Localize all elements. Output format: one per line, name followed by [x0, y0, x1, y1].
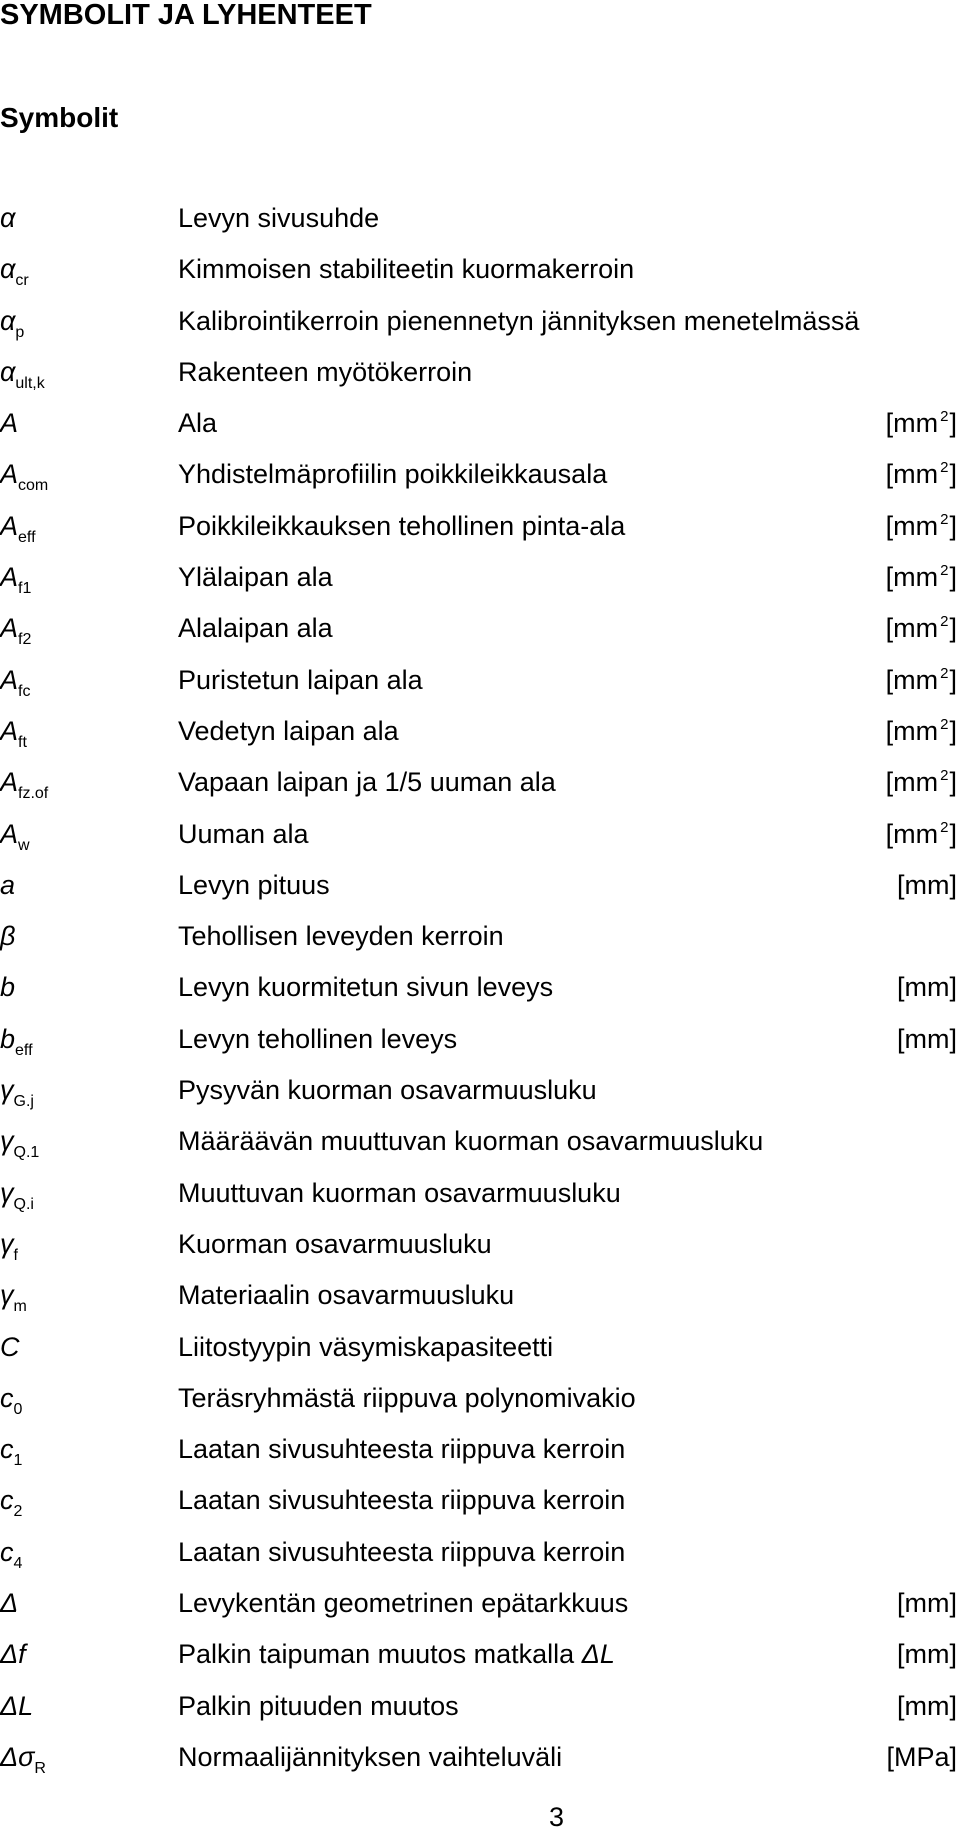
symbol-main: c — [0, 1485, 14, 1516]
symbol — [0, 305, 25, 341]
description-text: Alalaipan ala — [178, 613, 333, 644]
symbol — [0, 1126, 40, 1162]
symbol-unit — [886, 459, 957, 489]
symbol-unit — [897, 1691, 957, 1721]
symbol-main: γ — [0, 1228, 14, 1259]
symbol-subscript: f1 — [18, 580, 32, 598]
symbol-description — [178, 1229, 492, 1259]
symbol-main: ΔL — [0, 1690, 34, 1721]
unit-bracket: ] — [949, 818, 957, 849]
symbol-subscript: f — [13, 1246, 18, 1264]
unit-text: [mm — [885, 818, 939, 849]
unit-text: [mm] — [897, 1023, 957, 1054]
description-text: Levyn tehollinen leveys — [178, 1023, 458, 1054]
unit-text: [mm — [885, 613, 939, 644]
symbol-description — [178, 1280, 514, 1310]
symbol-description — [178, 870, 330, 900]
symbol-subscript: G.j — [13, 1093, 34, 1111]
description-text: Määräävän muuttuvan kuorman osavarmuusluku — [178, 1126, 764, 1157]
symbol-row — [0, 1178, 960, 1229]
symbol-description — [178, 1075, 597, 1105]
description-text: Teräsryhmästä riippuva polynomivakio — [178, 1382, 636, 1413]
unit-bracket: ] — [949, 459, 957, 490]
symbol-row — [0, 306, 960, 357]
unit-text: [mm] — [897, 1690, 957, 1721]
description-text: Kalibrointikerroin pienennetyn jännityksen menetelmässä — [178, 305, 860, 336]
description-text: Palkin taipuman muutos matkalla — [178, 1639, 582, 1670]
symbol — [0, 1434, 23, 1470]
symbol-row — [0, 1742, 960, 1793]
symbol-description — [178, 1024, 457, 1054]
symbol-row — [0, 1126, 960, 1177]
symbol-row — [0, 357, 960, 408]
symbol-unit — [886, 819, 957, 849]
symbol-description — [178, 1332, 553, 1362]
description-text: Palkin pituuden muutos — [178, 1690, 459, 1721]
symbol-row — [0, 665, 960, 716]
description-text: Pysyvän kuorman osavarmuusluku — [178, 1075, 597, 1106]
unit-text: [mm] — [897, 972, 957, 1003]
symbol-description — [178, 1691, 459, 1721]
unit-exponent: 2 — [940, 613, 949, 631]
symbol-main: a — [0, 869, 16, 900]
symbol — [0, 459, 49, 495]
symbol — [0, 818, 30, 854]
symbol-row — [0, 921, 960, 972]
symbol-row — [0, 1024, 960, 1075]
symbol-row — [0, 1229, 960, 1280]
symbol — [0, 510, 36, 546]
symbol — [0, 562, 32, 598]
description-text: Laatan sivusuhteesta riippuva kerroin — [178, 1536, 626, 1567]
symbol — [0, 870, 15, 900]
symbol-row — [0, 870, 960, 921]
symbol-subscript: R — [34, 1759, 46, 1777]
unit-exponent: 2 — [940, 664, 949, 682]
symbol — [0, 356, 45, 392]
symbol — [0, 1741, 46, 1777]
symbol-unit — [886, 767, 957, 797]
symbol-subscript: p — [15, 323, 25, 341]
unit-bracket: ] — [949, 408, 957, 439]
unit-text: [mm] — [897, 1639, 957, 1670]
symbol-row — [0, 767, 960, 818]
symbol-subscript: Q.1 — [13, 1144, 40, 1162]
page-number: 3 — [549, 1802, 565, 1832]
description-text: Muuttuvan kuorman osavarmuusluku — [178, 1177, 621, 1208]
description-text: Poikkileikkauksen tehollinen pinta-ala — [178, 510, 626, 541]
description-text: Liitostyypin väsymiskapasiteetti — [178, 1331, 554, 1362]
symbol — [0, 1536, 23, 1572]
symbol — [0, 1332, 20, 1362]
symbol-description — [178, 613, 333, 643]
symbol-description — [178, 716, 399, 746]
symbol-row — [0, 1383, 960, 1434]
symbol-unit — [897, 1639, 957, 1669]
symbol — [0, 1691, 33, 1721]
symbol-main: γ — [0, 1126, 14, 1157]
symbol — [0, 1228, 18, 1264]
symbol-description — [178, 459, 607, 489]
symbol-description — [178, 562, 333, 592]
symbol-description — [178, 1434, 625, 1464]
description-text: Yhdistelmäprofiilin poikkileikkausala — [178, 459, 608, 490]
symbol — [0, 972, 15, 1002]
symbol-subscript: fc — [18, 682, 31, 700]
unit-exponent: 2 — [940, 562, 949, 580]
symbol-main: A — [0, 459, 19, 490]
symbol-description — [178, 511, 625, 541]
symbol-subscript: w — [18, 836, 30, 854]
symbol — [0, 1023, 33, 1059]
symbol — [0, 408, 18, 438]
unit-text: [mm] — [897, 869, 957, 900]
symbol — [0, 1485, 23, 1521]
symbol-row — [0, 1332, 960, 1383]
symbol-row — [0, 1485, 960, 1536]
description-text: Levykentän geometrinen epätarkkuus — [178, 1588, 629, 1619]
description-text: Ylälaipan ala — [178, 562, 333, 593]
description-text: Normaalijännityksen vaihteluväli — [178, 1741, 563, 1772]
symbol-subscript: 2 — [13, 1503, 23, 1521]
symbol-unit — [897, 1024, 957, 1054]
unit-bracket: ] — [949, 664, 957, 695]
symbol-list — [0, 203, 960, 1793]
symbol-unit — [897, 1588, 957, 1618]
symbol — [0, 1639, 26, 1669]
symbol — [0, 254, 29, 290]
symbol-row — [0, 459, 960, 510]
symbol-unit — [886, 1742, 957, 1772]
unit-exponent: 2 — [940, 459, 949, 477]
description-symbol: ΔL — [581, 1639, 615, 1670]
symbol-row — [0, 408, 960, 459]
unit-bracket: ] — [949, 715, 957, 746]
page-title: SYMBOLIT JA LYHENTEET — [0, 0, 372, 31]
symbol-subscript: f2 — [18, 631, 32, 649]
symbol-description — [178, 1639, 615, 1669]
symbol — [0, 1588, 18, 1618]
unit-bracket: ] — [949, 562, 957, 593]
symbol-main: C — [0, 1331, 20, 1362]
symbol-description — [178, 1537, 625, 1567]
symbol — [0, 1177, 34, 1213]
unit-bracket: ] — [949, 510, 957, 541]
symbol-unit — [886, 408, 957, 438]
symbol-main: γ — [0, 1280, 14, 1311]
unit-text: [mm — [885, 459, 939, 490]
description-text: Materiaalin osavarmuusluku — [178, 1280, 515, 1311]
symbol-row — [0, 1075, 960, 1126]
symbol-description — [178, 921, 504, 951]
unit-text: [mm — [885, 562, 939, 593]
symbol-unit — [886, 665, 957, 695]
symbol-row — [0, 1537, 960, 1588]
symbol — [0, 715, 27, 751]
description-text: Kuorman osavarmuusluku — [178, 1228, 492, 1259]
description-text: Levyn sivusuhde — [178, 203, 380, 233]
unit-text: [mm — [885, 408, 939, 439]
symbol-description — [178, 767, 556, 797]
symbol-row — [0, 1280, 960, 1331]
symbol-description — [178, 408, 217, 438]
description-text: Vedetyn laipan ala — [178, 715, 399, 746]
symbol-subscript: 4 — [13, 1554, 23, 1572]
symbol-description — [178, 306, 859, 336]
symbol — [0, 921, 15, 951]
symbol-main: α — [0, 305, 16, 336]
symbol-unit — [886, 562, 957, 592]
symbol-description — [178, 819, 309, 849]
symbol-description — [178, 665, 423, 695]
symbol-unit — [897, 972, 957, 1002]
symbol-row — [0, 819, 960, 870]
symbol-main: Δσ — [0, 1741, 35, 1772]
symbol-row — [0, 1588, 960, 1639]
symbol-main: γ — [0, 1177, 14, 1208]
symbol-main: A — [0, 715, 19, 746]
section-title: Symbolit — [0, 102, 119, 133]
symbol-main: Δ — [0, 1588, 19, 1619]
symbol-subscript: 1 — [13, 1452, 23, 1470]
symbol-description — [178, 203, 379, 233]
symbol-main: c — [0, 1536, 14, 1567]
symbol — [0, 767, 49, 803]
unit-exponent: 2 — [940, 767, 949, 785]
symbol-main: A — [0, 562, 19, 593]
description-text: Ala — [178, 408, 218, 439]
unit-exponent: 2 — [940, 715, 949, 733]
symbol-row — [0, 1639, 960, 1690]
symbol-main: A — [0, 664, 19, 695]
symbol-subscript: cr — [15, 272, 29, 290]
symbol-subscript: eff — [18, 528, 36, 546]
symbol — [0, 1075, 34, 1111]
unit-text: [mm — [885, 715, 939, 746]
symbol-description — [178, 254, 634, 284]
symbol-main: c — [0, 1382, 14, 1413]
symbol-row — [0, 203, 960, 254]
unit-exponent: 2 — [940, 818, 949, 836]
symbol — [0, 1280, 27, 1316]
symbol-description — [178, 972, 553, 1002]
symbol-subscript: ft — [18, 733, 27, 751]
unit-text: [mm — [885, 664, 939, 695]
symbol-subscript: Q.i — [13, 1195, 34, 1213]
symbol-main: A — [0, 408, 19, 439]
symbol-unit — [886, 613, 957, 643]
description-text: Levyn kuormitetun sivun leveys — [178, 972, 554, 1003]
description-text: Laatan sivusuhteesta riippuva kerroin — [178, 1485, 626, 1516]
symbol-description — [178, 1126, 763, 1156]
unit-text: [MPa] — [886, 1741, 957, 1772]
unit-text: [mm — [885, 767, 939, 798]
symbol — [0, 664, 31, 700]
unit-text: [mm] — [897, 1588, 957, 1619]
description-text: Levyn pituus — [178, 869, 330, 900]
unit-bracket: ] — [949, 767, 957, 798]
symbol-main: α — [0, 254, 16, 285]
unit-text: [mm — [885, 510, 939, 541]
symbol-row — [0, 1434, 960, 1485]
symbol-description — [178, 1178, 621, 1208]
symbol-description — [178, 1588, 628, 1618]
symbol-subscript: com — [18, 477, 49, 495]
description-text: Tehollisen leveyden kerroin — [178, 921, 504, 952]
symbol-subscript: 0 — [13, 1400, 23, 1418]
symbol-description — [178, 1742, 562, 1772]
description-text: Kimmoisen stabiliteetin kuormakerroin — [178, 254, 635, 285]
symbol-main: α — [0, 356, 16, 387]
symbol — [0, 1382, 23, 1418]
symbol-main: Δf — [0, 1639, 26, 1670]
unit-exponent: 2 — [940, 408, 949, 426]
description-text: Laatan sivusuhteesta riippuva kerroin — [178, 1434, 626, 1465]
symbol-main: b — [0, 972, 16, 1003]
symbol-unit — [886, 511, 957, 541]
description-text: Vapaan laipan ja 1/5 uuman ala — [178, 767, 556, 798]
symbol-subscript: fz.of — [18, 785, 49, 803]
symbol-unit — [897, 870, 957, 900]
symbol-row — [0, 1691, 960, 1742]
symbol-subscript: eff — [15, 1041, 33, 1059]
symbol — [0, 613, 32, 649]
symbol-main: β — [0, 921, 16, 952]
symbol-main: b — [0, 1023, 16, 1054]
unit-bracket: ] — [949, 613, 957, 644]
symbol-main: γ — [0, 1075, 14, 1106]
symbol-main: α — [0, 203, 16, 233]
description-text: Uuman ala — [178, 818, 309, 849]
symbol-description — [178, 357, 472, 387]
description-text: Puristetun laipan ala — [178, 664, 423, 695]
symbol — [0, 203, 15, 233]
symbol-row — [0, 562, 960, 613]
symbol-subscript: ult,k — [15, 374, 45, 392]
symbol-row — [0, 254, 960, 305]
symbol-main: c — [0, 1434, 14, 1465]
symbol-row — [0, 613, 960, 664]
symbol-main: A — [0, 767, 19, 798]
symbol-row — [0, 972, 960, 1023]
symbol-description — [178, 1383, 636, 1413]
symbol-row — [0, 511, 960, 562]
description-text: Rakenteen myötökerroin — [178, 356, 473, 387]
unit-exponent: 2 — [940, 510, 949, 528]
symbol-main: A — [0, 613, 19, 644]
symbol-main: A — [0, 510, 19, 541]
symbol-subscript: m — [13, 1298, 27, 1316]
symbol-unit — [886, 716, 957, 746]
symbol-description — [178, 1485, 625, 1515]
symbol-main: A — [0, 818, 19, 849]
symbol-row — [0, 716, 960, 767]
